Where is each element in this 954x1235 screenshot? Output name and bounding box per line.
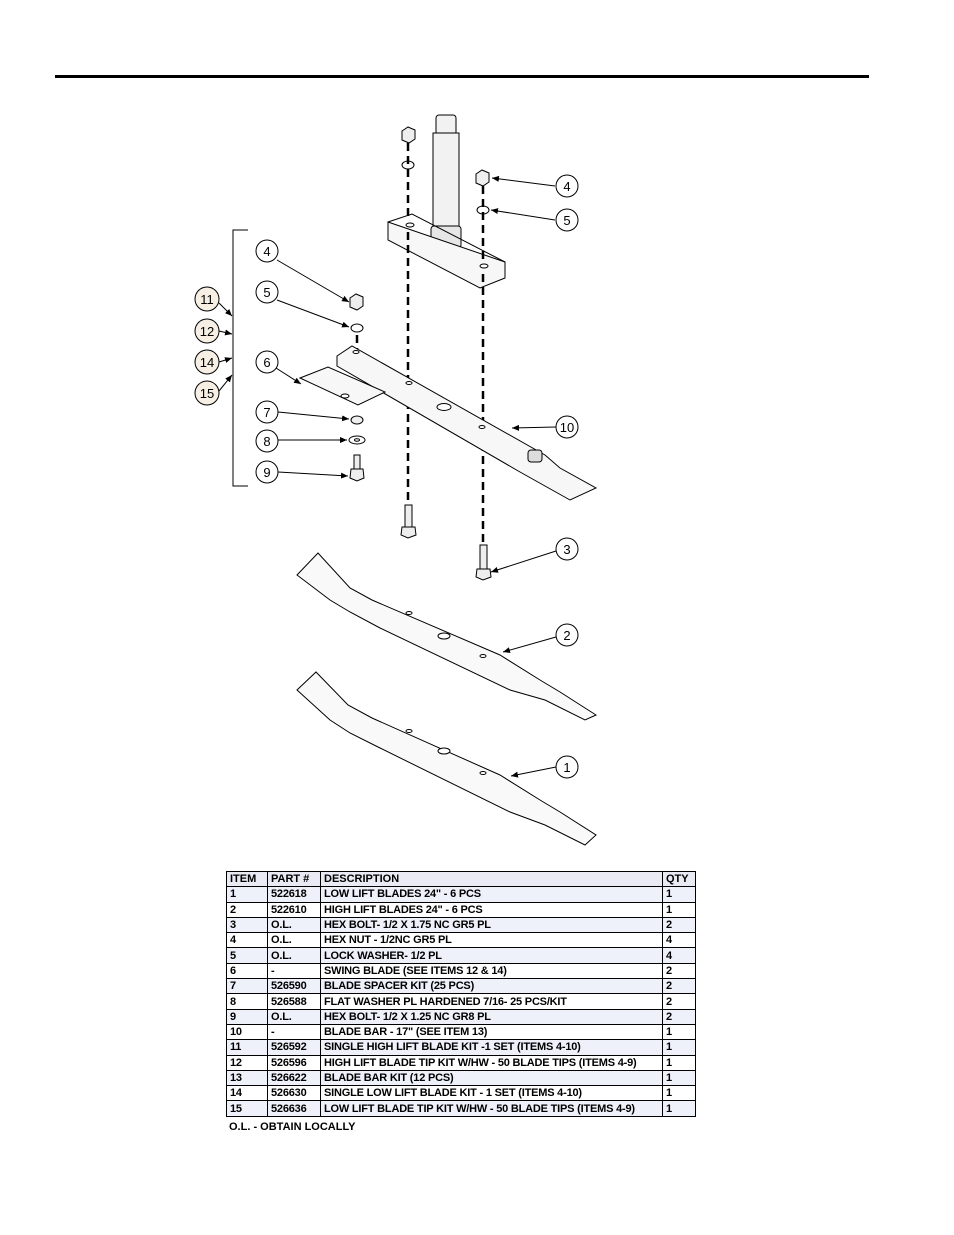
table-row xyxy=(227,1024,696,1039)
callout-12 xyxy=(195,319,219,343)
callout-1 xyxy=(556,756,578,778)
callout-11 xyxy=(195,287,219,311)
cell-part: - xyxy=(268,1024,321,1039)
cell-part: 526592 xyxy=(268,1040,321,1055)
cell-part: O.L. xyxy=(268,948,321,963)
cell-part: 526588 xyxy=(268,994,321,1009)
table-row xyxy=(227,1086,696,1101)
svg-text:2: 2 xyxy=(563,628,571,643)
spindle-bolts xyxy=(401,505,491,580)
cell-item: 10 xyxy=(227,1024,268,1039)
cell-item: 5 xyxy=(227,948,268,963)
callout-4-left xyxy=(256,240,278,262)
callout-2 xyxy=(556,624,578,646)
cell-description: HEX BOLT- 1/2 X 1.75 NC GR5 PL xyxy=(321,917,663,932)
cell-qty: 2 xyxy=(663,917,696,932)
cell-item: 12 xyxy=(227,1055,268,1070)
cell-item: 8 xyxy=(227,994,268,1009)
cell-part: 526630 xyxy=(268,1086,321,1101)
table-row xyxy=(227,933,696,948)
cell-part: 522618 xyxy=(268,887,321,902)
svg-text:1: 1 xyxy=(563,760,571,775)
cell-description: HIGH LIFT BLADES 24" - 6 PCS xyxy=(321,902,663,917)
svg-text:4: 4 xyxy=(263,244,271,259)
cell-part: 526622 xyxy=(268,1070,321,1085)
cell-part: 526590 xyxy=(268,979,321,994)
parts-table-header xyxy=(227,872,696,887)
cell-description: LOW LIFT BLADE TIP KIT W/HW - 50 BLADE TIPS (ITEMS 4-9) xyxy=(321,1101,663,1116)
callout-7 xyxy=(256,401,278,423)
callout-10 xyxy=(556,416,578,438)
header-description: DESCRIPTION xyxy=(321,872,663,887)
cell-description: BLADE BAR KIT (12 PCS) xyxy=(321,1070,663,1085)
cell-qty: 1 xyxy=(663,1055,696,1070)
table-row xyxy=(227,1055,696,1070)
cell-item: 7 xyxy=(227,979,268,994)
callout-6 xyxy=(256,351,278,373)
cell-description: LOCK WASHER- 1/2 PL xyxy=(321,948,663,963)
callout-3 xyxy=(556,538,578,560)
footnote: O.L. - OBTAIN LOCALLY xyxy=(229,1121,356,1133)
cell-qty: 1 xyxy=(663,1024,696,1039)
cell-item: 1 xyxy=(227,887,268,902)
callout-14 xyxy=(195,350,219,374)
callout-5-right xyxy=(556,209,578,231)
svg-text:9: 9 xyxy=(263,465,271,480)
parts-table xyxy=(226,871,696,1117)
cell-part: 526596 xyxy=(268,1055,321,1070)
header-part: PART # xyxy=(268,872,321,887)
table-row xyxy=(227,1009,696,1024)
table-row xyxy=(227,948,696,963)
svg-text:7: 7 xyxy=(263,405,271,420)
cell-part: O.L. xyxy=(268,933,321,948)
cell-item: 6 xyxy=(227,963,268,978)
header-item: ITEM xyxy=(227,872,268,887)
svg-text:11: 11 xyxy=(200,292,214,307)
svg-text:6: 6 xyxy=(263,355,271,370)
svg-text:4: 4 xyxy=(563,179,571,194)
cell-description: HEX NUT - 1/2NC GR5 PL xyxy=(321,933,663,948)
cell-item: 2 xyxy=(227,902,268,917)
cell-qty: 1 xyxy=(663,887,696,902)
cell-description: BLADE SPACER KIT (25 PCS) xyxy=(321,979,663,994)
table-row xyxy=(227,994,696,1009)
cell-item: 4 xyxy=(227,933,268,948)
table-row xyxy=(227,1101,696,1116)
svg-text:5: 5 xyxy=(563,213,571,228)
svg-text:3: 3 xyxy=(563,542,571,557)
cell-description: SINGLE LOW LIFT BLADE KIT - 1 SET (ITEMS 4-10) xyxy=(321,1086,663,1101)
cell-part: 522610 xyxy=(268,902,321,917)
callout-5-left xyxy=(256,281,278,303)
cell-qty: 1 xyxy=(663,1101,696,1116)
cell-description: SINGLE HIGH LIFT BLADE KIT -1 SET (ITEMS 4-10) xyxy=(321,1040,663,1055)
callout-9 xyxy=(256,461,278,483)
cell-item: 3 xyxy=(227,917,268,932)
cell-description: BLADE BAR - 17" (SEE ITEM 13) xyxy=(321,1024,663,1039)
kit-bracket xyxy=(233,230,248,486)
cell-part: O.L. xyxy=(268,1009,321,1024)
cell-item: 13 xyxy=(227,1070,268,1085)
cell-item: 9 xyxy=(227,1009,268,1024)
svg-text:12: 12 xyxy=(199,324,215,339)
cell-qty: 4 xyxy=(663,933,696,948)
svg-text:5: 5 xyxy=(263,285,271,300)
cell-item: 11 xyxy=(227,1040,268,1055)
table-row xyxy=(227,902,696,917)
cell-description: HIGH LIFT BLADE TIP KIT W/HW - 50 BLADE TIPS (ITEMS 4-9) xyxy=(321,1055,663,1070)
cell-qty: 2 xyxy=(663,979,696,994)
cell-description: SWING BLADE (SEE ITEMS 12 & 14) xyxy=(321,963,663,978)
cell-qty: 2 xyxy=(663,994,696,1009)
high-lift-blade xyxy=(297,553,596,720)
cell-qty: 1 xyxy=(663,1040,696,1055)
cell-qty: 1 xyxy=(663,1070,696,1085)
cell-part: O.L. xyxy=(268,917,321,932)
cell-qty: 4 xyxy=(663,948,696,963)
svg-text:10: 10 xyxy=(559,420,575,435)
callout-8 xyxy=(256,430,278,452)
cell-item: 14 xyxy=(227,1086,268,1101)
table-row xyxy=(227,1040,696,1055)
table-row xyxy=(227,887,696,902)
cell-qty: 1 xyxy=(663,902,696,917)
callout-4-right xyxy=(556,175,578,197)
cell-qty: 2 xyxy=(663,963,696,978)
callout-15 xyxy=(195,381,219,405)
cell-qty: 1 xyxy=(663,1086,696,1101)
upper-hardware xyxy=(350,127,489,332)
cell-item: 15 xyxy=(227,1101,268,1116)
table-row xyxy=(227,979,696,994)
cell-part: 526636 xyxy=(268,1101,321,1116)
table-row xyxy=(227,917,696,932)
cell-qty: 2 xyxy=(663,1009,696,1024)
svg-text:15: 15 xyxy=(199,386,215,401)
cell-description: HEX BOLT- 1/2 X 1.25 NC GR8 PL xyxy=(321,1009,663,1024)
cell-description: FLAT WASHER PL HARDENED 7/16- 25 PCS/KIT xyxy=(321,994,663,1009)
cell-part: - xyxy=(268,963,321,978)
table-row xyxy=(227,963,696,978)
svg-text:8: 8 xyxy=(263,434,271,449)
cell-description: LOW LIFT BLADES 24" - 6 PCS xyxy=(321,887,663,902)
alignment-lines xyxy=(357,143,483,545)
swing-blade-hardware xyxy=(349,416,365,481)
svg-text:14: 14 xyxy=(199,355,215,370)
table-row xyxy=(227,1070,696,1085)
header-qty: QTY xyxy=(663,872,696,887)
